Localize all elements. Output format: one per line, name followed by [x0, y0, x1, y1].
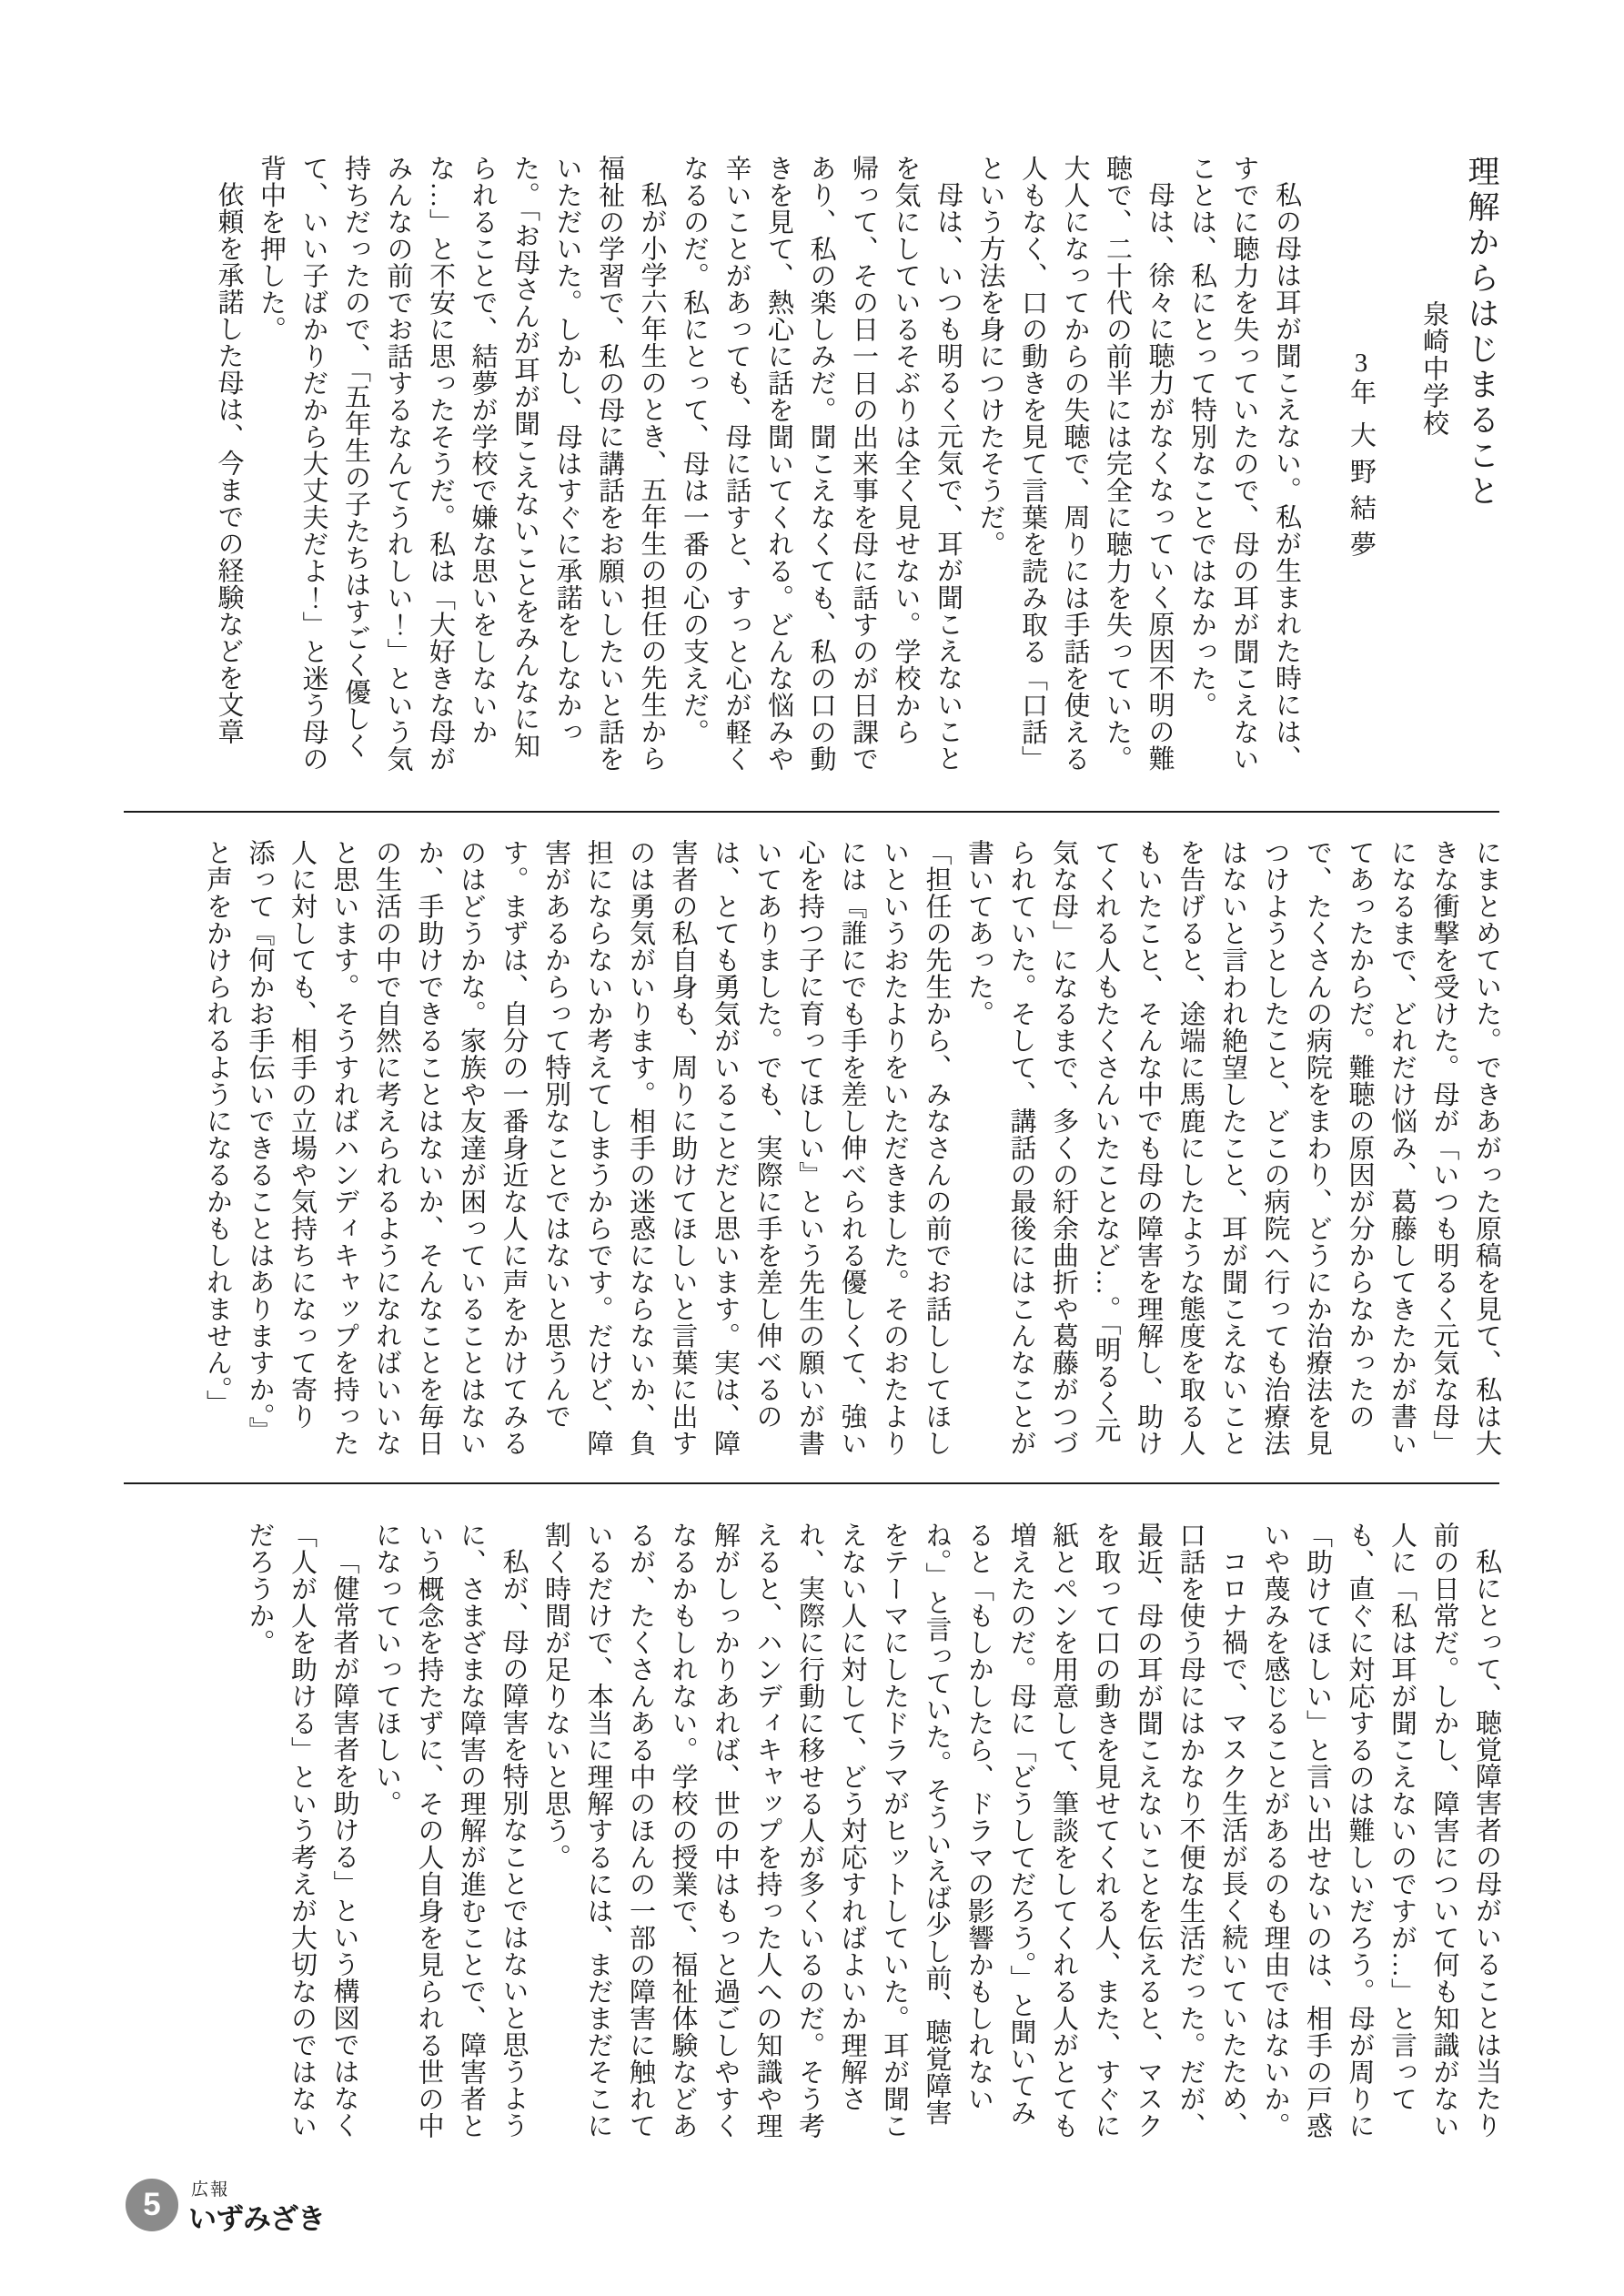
essay-paragraph: にまとめていた。できあがった原稿を見て、私は大きな衝撃を受けた。母が「いつも明るく元気な母」になるまで、どれだけ悩み、葛藤してきたかが書いてあったからだ。難聴の原因が分からなかったので、たくさんの病院をまわり、どうにか治療法を見つけようとしたこと、どこの病院へ行っても治療法はないと言われ絶望したこと、耳が聞こえないことを告げると、途端に馬鹿にしたような態度を取る人もいたこと、そんな中でも母の障害を理解し、助けてくれる人もたくさんいたことなど…。「明るく元気な母」になるまで、多くの紆余曲折や葛藤がつづられていた。そして、講話の最後にはこんなことが書いてあった。: [964, 839, 1501, 1457]
page-number: 5: [143, 2187, 161, 2222]
essay-middle-section: [197, 839, 1508, 1467]
essay-paragraph: 私が、母の障害を特別なことではないと思うように、さまざまな障害の理解が進むことで、障害者という概念を持たずに、その人自身を見られる世の中になっていってほしい。: [372, 1522, 529, 2139]
essay-paragraph: 「担任の先生から、みなさんの前でお話ししてほしいというおたよりをいただきました。そのおたよりには『誰にでも手を差し伸べられる優しくて、強い心を持つ子に育ってほしい』という先生の願いが書いてありました。でも、実際に手を差し伸べるのは、とても勇気がいることだと思います。実は、障害者の私自身も、周りに助けてほしいと言葉に出すのは勇気がいります。相手の迷惑にならないか、負担にならないか考えてしまうからです。だけど、障害があるからって特別なことではないと思うんです。まずは、自分の一番身近な人に声をかけてみるのはどうかな。家族や友達が困っていることはないか、手助けできることはないか、そんなことを毎日の生活の中で自然に考えられるようになればいいなと思います。そうすればハンディキャップを持った人に対しても、相手の立場や気持ちになって寄り添って『何かお手伝いできることはありますか。』と声をかけられるようになるかもしれません。」: [203, 839, 952, 1457]
author-name: 大野結夢: [1347, 420, 1376, 567]
essay-paragraph: 「健常者が障害者を助ける」という構図ではなく「人が人を助ける」という考えが大切なのではないだろうか。: [245, 1522, 359, 2139]
essay-paragraph: 母は、徐々に聴力がなくなっていく原因不明の難聴で、二十代の前半には完全に聴力を失っていた。大人になってからの失聴で、周りには手話を使える人もなく、口の動きを見て言葉を読み取る「口話」という方法を身につけたそうだ。: [975, 155, 1175, 773]
author-school: 泉崎中学校: [1419, 300, 1448, 437]
essay-paragraph: 私の母は耳が聞こえない。私が生まれた時には、すでに聴力を失っていたので、母の耳が聞こえないことは、私にとって特別なことではなかった。: [1187, 155, 1301, 773]
page-number-badge: [126, 2179, 178, 2231]
essay-title: 理解からはじまること: [1464, 155, 1499, 510]
essay-paragraph: 依頼を承諾した母は、今までの経験などを文章: [214, 181, 244, 745]
essay-bottom-section: [238, 1522, 1508, 2149]
section-divider-2: [124, 1482, 1499, 1484]
essay-top-section: [207, 155, 1506, 783]
essay-paragraph: 私が小学六年生のとき、五年生の担任の先生から福祉の学習で、私の母に講話をお願いしたいと話をいただいた。しかし、母はすぐに承諾をしなかった。「お母さんが耳が聞こえないことをみんなに知られることで、結夢が学校で嫌な思いをしないかな…」と不安に思ったそうだ。私は「大好きな母がみんなの前でお話するなんてうれしい！」という気持ちだったので、「五年生の子たちはすごく優しくて、いい子ばかりだから大丈夫だよ！」と迷う母の背中を押した。: [257, 155, 667, 773]
essay-body-top: [207, 155, 1307, 783]
publication-name: いずみざき: [188, 2203, 325, 2235]
essay-body-bottom: [238, 1522, 1508, 2149]
essay-paragraph: 母は、いつも明るく元気で、耳が聞こえないことを気にしているそぶりは全く見せない。学校から帰って、その日一日の出来事を母に話すのが日課であり、私の楽しみだ。聞こえなくても、私の口の動きを見て、熱心に話を聞いてくれる。どんな悩みや辛いことがあっても、母に話すと、すっと心が軽くなるのだ。私にとって、母は一番の心の支えだ。: [680, 155, 963, 773]
author-byline: [1338, 155, 1384, 783]
section-divider-1: [124, 811, 1499, 813]
publication-label: 広報: [191, 2180, 230, 2200]
essay-body-middle: [197, 839, 1508, 1467]
essay-paragraph: 私にとって、聴覚障害者の母がいることは当たり前の日常だ。しかし、障害について何も知識がない人に「私は耳が聞こえないのですが…」と言っても、直ぐに対応するのは難しいだろう。母が周りに「助けてほしい」と言い出せないのは、相手の戸惑いや蔑みを感じることがあるのも理由ではないか。: [1260, 1522, 1501, 2139]
essay-paragraph: コロナ禍で、マスク生活が長く続いていたため、口話を使う母にはかなり不便な生活だった。だが、最近、母の耳が聞こえないことを伝えると、マスクを取って口の動きを見せてくれる人、また、すぐに紙とペンを用意して、筆談をしてくれる人がとても増えたのだ。母に「どうしてだろう。」と聞いてみると「もしかしたら、ドラマの影響かもしれないね。」と言っていた。そういえば少し前、聴覚障害をテーマにしたドラマがヒットしていた。耳が聞こえない人に対して、どう対応すればよいか理解され、実際に行動に移せる人が多くいるのだ。そう考えると、ハンディキャップを持った人への知識や理解がしっかりあれば、世の中はもっと過ごしやすくなるかもしれない。学校の授業で、福祉体験などあるが、たくさんある中のほんの一部の障害に触れているだけで、本当に理解するには、まだまだそこに割く時間が足りないと思う。: [541, 1522, 1247, 2139]
author-grade: 3年: [1347, 349, 1376, 406]
